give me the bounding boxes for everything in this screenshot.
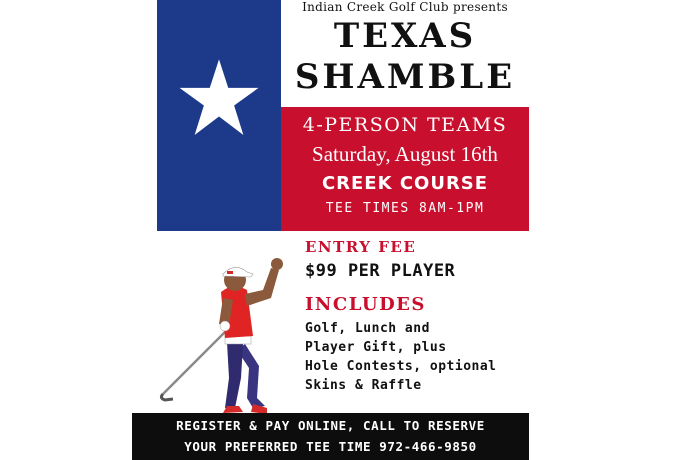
event-flyer — [157, 0, 529, 460]
tee-times: TEE TIMES 8AM-1PM — [325, 201, 485, 216]
entry-fee-label: ENTRY FEE — [305, 238, 417, 256]
registration-banner — [132, 413, 529, 460]
banner-line-2: YOUR PREFERRED TEE TIME 972-466-9850 — [184, 439, 477, 454]
course-name: CREEK COURSE — [321, 173, 489, 194]
title-line-1: TEXAS — [333, 16, 477, 56]
flag-blue-field — [157, 0, 281, 231]
event-date: Saturday, August 16th — [312, 142, 498, 166]
includes-line: Golf, Lunch and — [305, 321, 430, 336]
title-line-2: SHAMBLE — [294, 57, 516, 97]
presenter-text: Indian Creek Golf Club presents — [302, 0, 508, 14]
golfer-illustration — [157, 236, 297, 414]
includes-label: INCLUDES — [305, 294, 426, 315]
includes-line: Skins & Raffle — [305, 378, 422, 393]
entry-price: $99 PER PLAYER — [305, 261, 456, 281]
includes-line: Hole Contests, optional — [305, 359, 497, 374]
includes-line: Player Gift, plus — [305, 340, 447, 355]
banner-line-1: REGISTER & PAY ONLINE, CALL TO RESERVE — [176, 418, 485, 433]
star-icon — [177, 56, 261, 140]
teams-text: 4-PERSON TEAMS — [302, 114, 508, 136]
